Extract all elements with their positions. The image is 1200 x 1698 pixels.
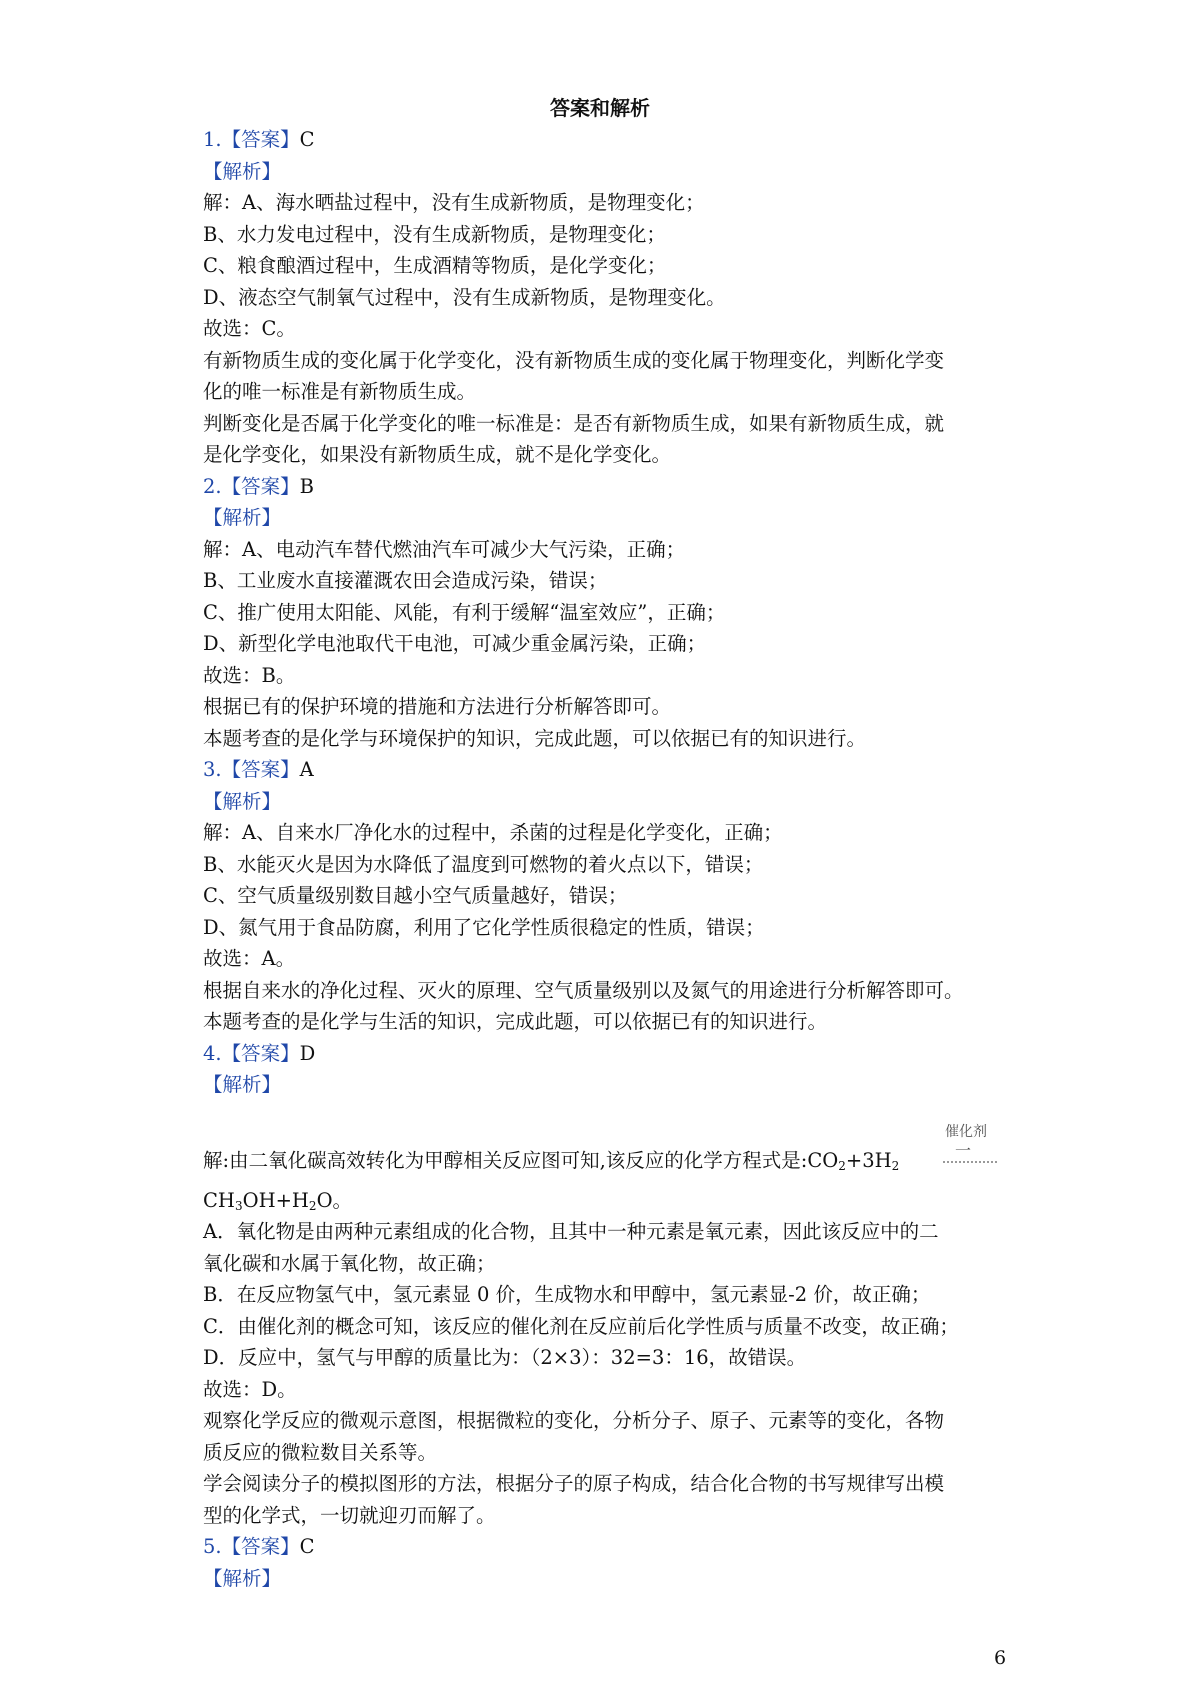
text-line: 氧化碳和水属于氧化物，故正确；: [203, 1251, 496, 1275]
q3-lines: [203, 817, 1003, 1038]
text-line: B、水能灭火是因为水降低了温度到可燃物的着火点以下，错误；: [203, 852, 764, 876]
q4-analysis-label: 【解析】: [203, 1073, 282, 1096]
text-line: 判断变化是否属于化学变化的唯一标准是：是否有新物质生成，如果有新物质生成，就: [203, 411, 945, 435]
q2-lines: [203, 534, 1003, 755]
q1-answer: 1.【答案】C: [203, 128, 315, 151]
text-line: B、水力发电过程中，没有生成新物质，是物理变化；: [203, 222, 666, 246]
text-line: 型的化学式，一切就迎刃而解了。: [203, 1503, 496, 1527]
text-line: 根据自来水的净化过程、灭火的原理、空气质量级别以及氮气的用途进行分析解答即可。: [203, 978, 964, 1002]
text-line: 解：A、电动汽车替代燃油汽车可减少大气污染，正确；: [203, 537, 686, 561]
q4-answer: 4.【答案】D: [203, 1041, 316, 1065]
text-line: C．由催化剂的概念可知，该反应的催化剂在反应前后化学性质与质量不改变，故正确；: [203, 1314, 959, 1338]
q3-answer: 3.【答案】A: [203, 758, 314, 781]
text-line: A．氧化物是由两种元素组成的化合物，且其中一种元素是氧元素，因此该反应中的二: [203, 1220, 939, 1243]
reaction-condition-line: [943, 1161, 997, 1163]
text-line: C、粮食酿酒过程中，生成酒精等物质，是化学变化；: [203, 254, 667, 277]
text-line: C、推广使用太阳能、风能，有利于缓解“温室效应”，正确；: [203, 600, 726, 624]
text-line: D、液态空气制氧气过程中，没有生成新物质，是物理变化。: [203, 285, 726, 309]
text-line: 故选：C。: [203, 317, 296, 340]
text-line: 本题考查的是化学与生活的知识，完成此题，可以依据已有的知识进行。: [203, 1010, 828, 1033]
q4-equation-text: 解:由二氧化碳高效转化为甲醇相关反应图可知,该反应的化学方程式是$:CO_2+3H_2$: [203, 1148, 900, 1173]
q5-answer: 5.【答案】C: [203, 1535, 315, 1558]
text-line: C、空气质量级别数目越小空气质量越好，错误；: [203, 884, 628, 907]
text-line: D、新型化学电池取代干电池，可减少重金属污染，正确；: [203, 632, 707, 655]
q3-analysis-label: 【解析】: [203, 789, 282, 813]
q4-equation-products: $CH_3OH+H_2O$。: [203, 1188, 353, 1213]
text-line: 观察化学反应的微观示意图，根据微粒的变化，分析分子、原子、元素等的变化，各物: [203, 1409, 945, 1432]
text-line: 故选：A。: [203, 947, 296, 970]
text-line: 故选：B。: [203, 663, 296, 687]
q5-analysis-label: 【解析】: [203, 1566, 282, 1590]
text-line: 解：A、海水晒盐过程中，没有生成新物质，是物理变化；: [203, 191, 705, 214]
text-line: B、工业废水直接灌溉农田会造成污染，错误；: [203, 569, 608, 592]
q2-analysis-label: 【解析】: [203, 506, 282, 529]
text-line: 故选：D。: [203, 1377, 297, 1401]
text-line: D．反应中，氢气与甲醇的质量比为：（2×3）：32=3：16，故错误。: [203, 1346, 807, 1369]
q1-lines: [203, 187, 1003, 471]
q4-equation-line: [203, 1111, 1003, 1185]
reaction-equal-sign: 一: [955, 1140, 972, 1160]
text-line: B．在反应物氢气中，氢元素显 0 价，生成物水和甲醇中，氢元素显-2 价，故正确；: [203, 1283, 931, 1306]
catalyst-label: 催化剂: [945, 1123, 987, 1140]
text-line: 化的唯一标准是有新物质生成。: [203, 380, 477, 403]
text-line: 质反应的微粒数目关系等。: [203, 1440, 438, 1464]
q1-analysis-label: 【解析】: [203, 159, 282, 183]
answer-content: [203, 124, 1003, 1594]
text-line: 有新物质生成的变化属于化学变化，没有新物质生成的变化属于物理变化，判断化学变: [203, 348, 945, 372]
text-line: D、氮气用于食品防腐，利用了它化学性质很稳定的性质，错误；: [203, 915, 765, 939]
text-line: 是化学变化，如果没有新物质生成，就不是化学变化。: [203, 443, 672, 466]
text-line: 根据已有的保护环境的措施和方法进行分析解答即可。: [203, 695, 672, 718]
page-title: 答案和解析: [550, 96, 650, 120]
text-line: 学会阅读分子的模拟图形的方法，根据分子的原子构成，结合化合物的书写规律写出模: [203, 1472, 945, 1495]
q2-answer: 2.【答案】B: [203, 474, 314, 498]
text-line: 本题考查的是化学与环境保护的知识，完成此题，可以依据已有的知识进行。: [203, 726, 867, 750]
q4-lines: [203, 1216, 1003, 1531]
text-line: 解：A、自来水厂净化水的过程中，杀菌的过程是化学变化，正确；: [203, 821, 783, 844]
page-number: 6: [994, 1647, 1007, 1669]
